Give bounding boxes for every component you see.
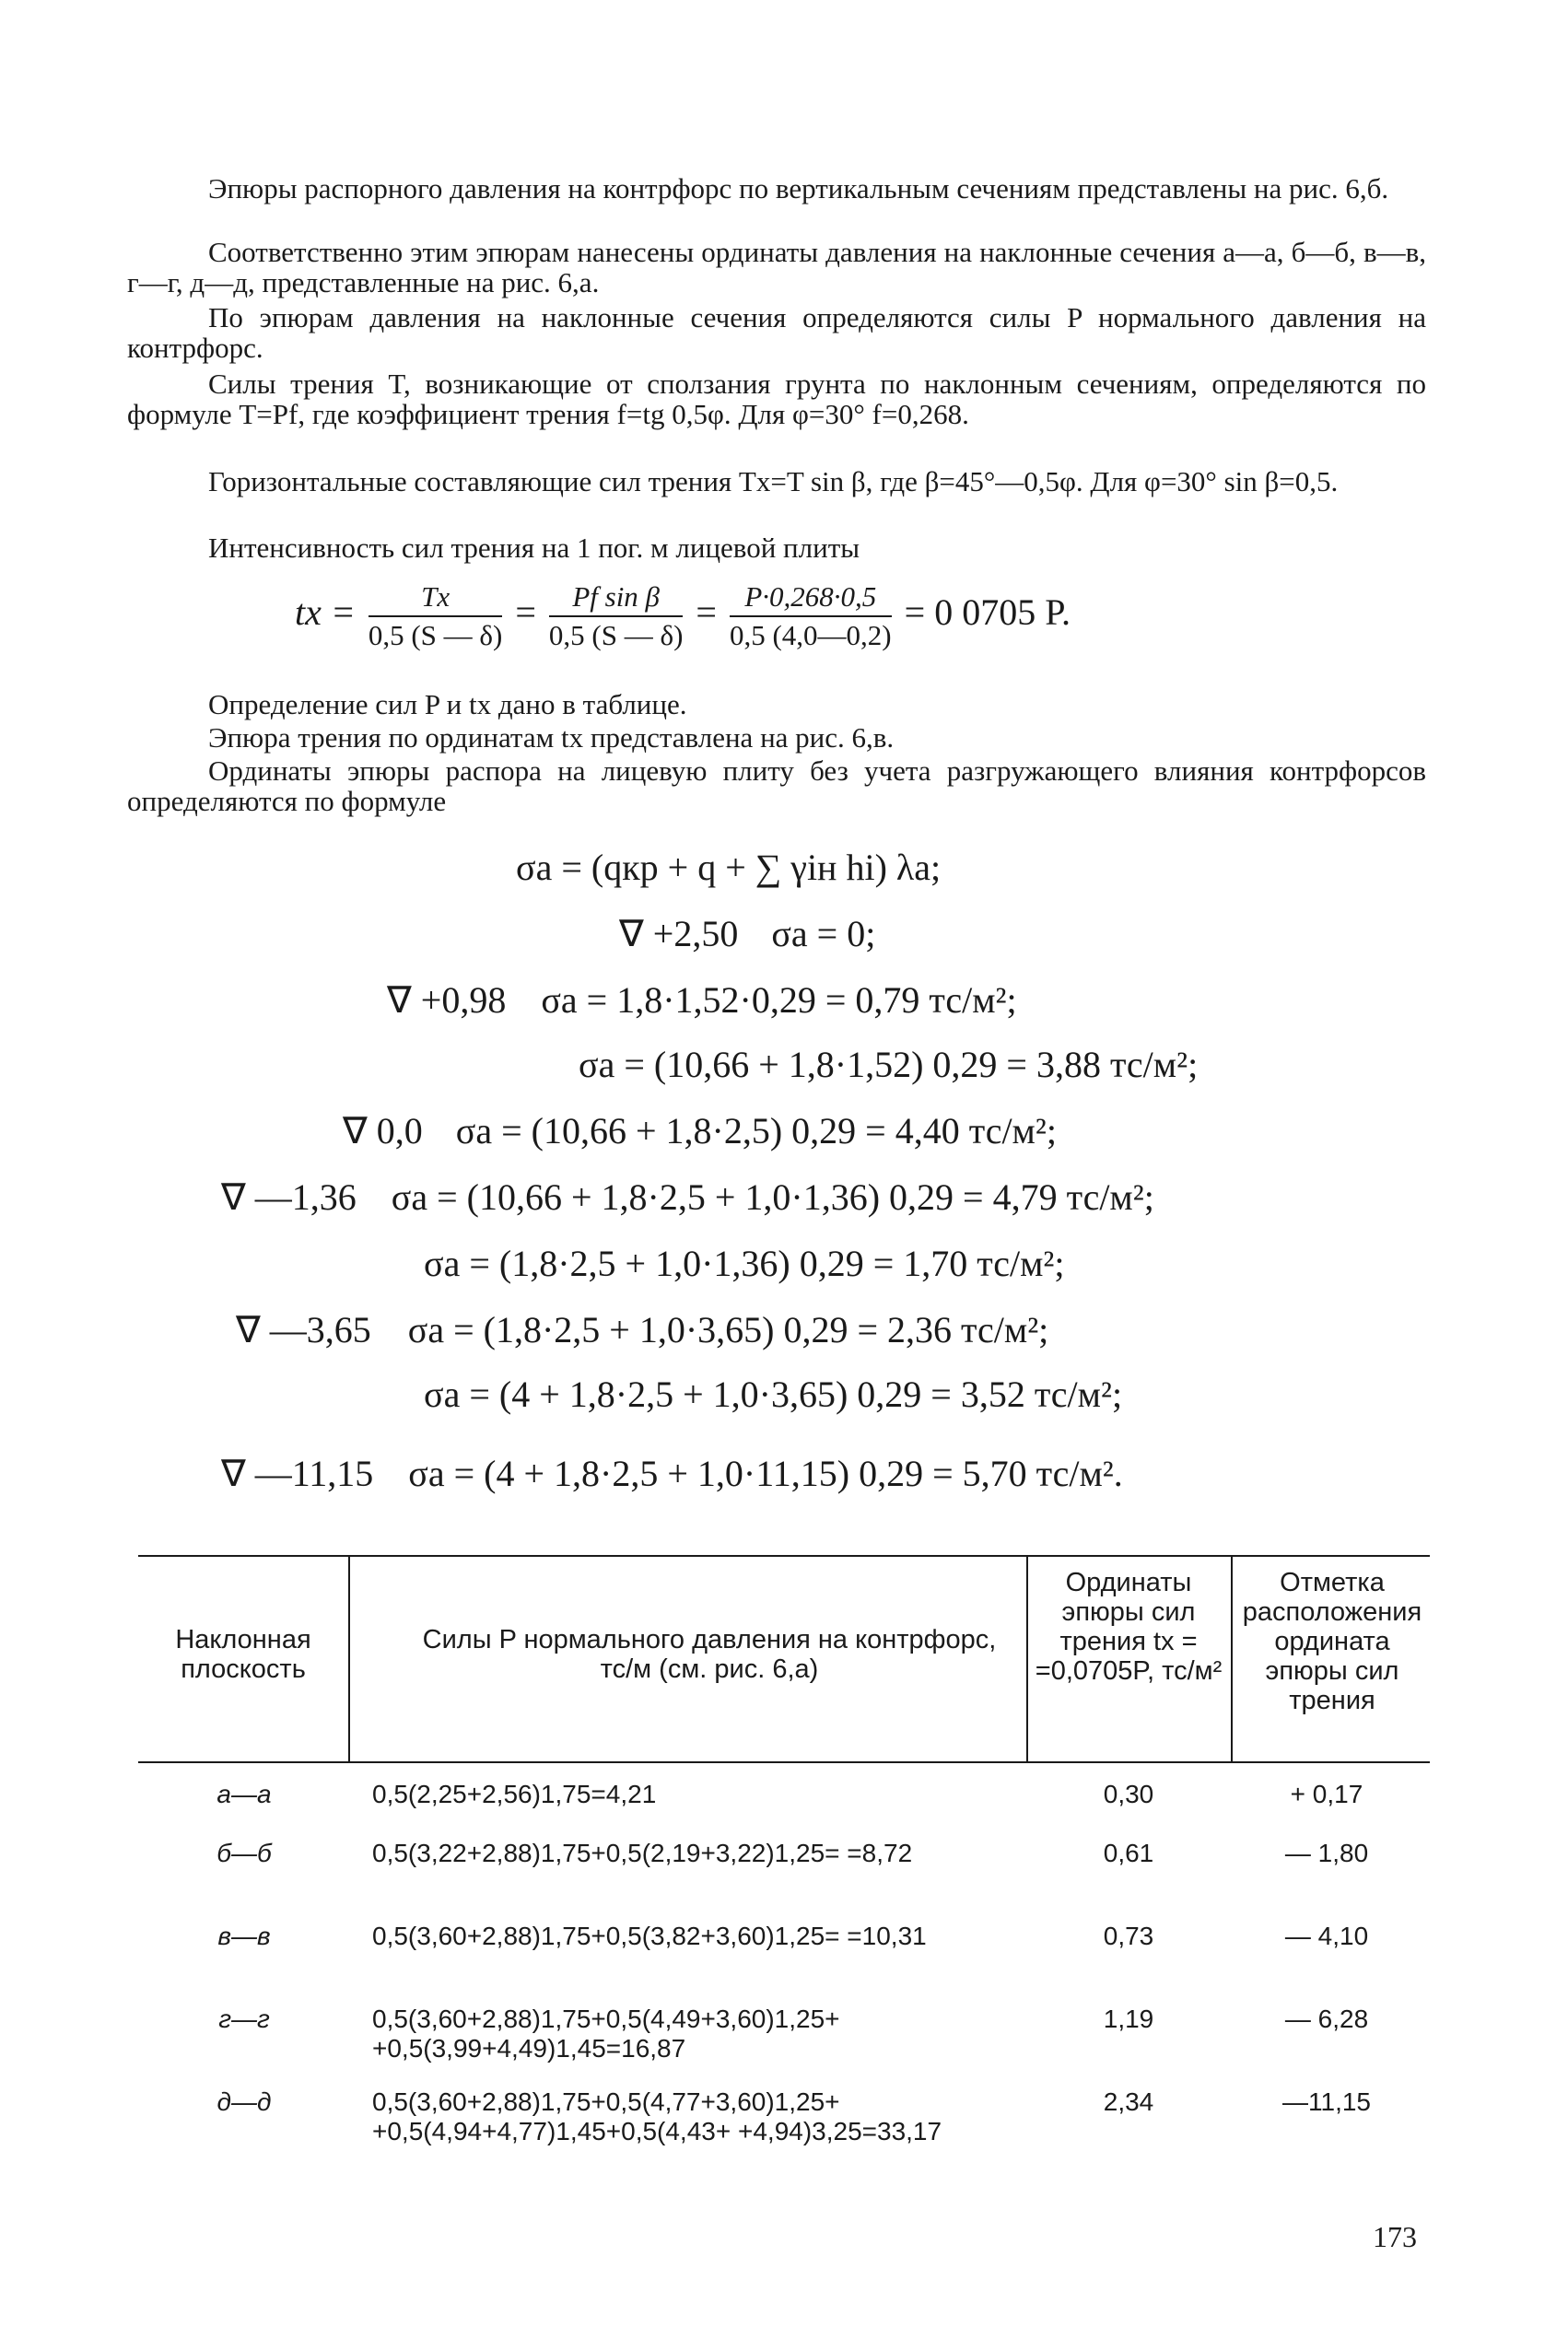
formula-result: = 0 0705 P. — [904, 591, 1071, 634]
equation-line — [221, 1175, 1154, 1219]
table-cell-plane: д—д — [216, 2087, 272, 2116]
formula-lhs: tx = — [295, 591, 356, 634]
table-cell-plane: б—б — [216, 1839, 272, 1867]
table-cell-mark: + 0,17 — [1290, 1780, 1363, 1808]
table-cell-mark: — 1,80 — [1284, 1839, 1369, 1867]
equation-mark: ∇ +2,50 — [619, 913, 739, 954]
equation-mark: ∇ —11,15 — [221, 1453, 374, 1494]
paragraph-5: Горизонтальные составляющие сил трения Tx=T sin β, где β=45°—0,5φ. Для φ=30° sin β=0,5. — [208, 465, 1339, 497]
equation-line — [236, 1308, 1048, 1351]
fraction-2-denominator: 0,5 (S — δ) — [548, 619, 684, 651]
table-cell-force: 0,5(3,60+2,88)1,75+0,5(4,77+3,60)1,25+ +0,5(4,94+4,77)1,45+0,5(4,43+ +4,94)3,25=33,17 — [372, 2087, 942, 2145]
page-number: 173 — [1373, 2220, 1417, 2253]
equation-text: σa = (10,66 + 1,8·2,5 + 1,0·1,36) 0,29 = 4,79 тс/м²; — [391, 1176, 1154, 1218]
equation-mark: ∇ —1,36 — [221, 1176, 357, 1218]
formula-fraction-2 — [549, 580, 684, 652]
table-cell-force: 0,5(3,60+2,88)1,75+0,5(3,82+3,60)1,25= =10,31 — [372, 1922, 927, 1950]
equation-line — [516, 846, 941, 889]
formula-fraction-3 — [730, 580, 892, 652]
table-cell-ordinate: 0,61 — [1103, 1839, 1154, 1867]
equation-text: σa = (1,8·2,5 + 1,0·1,36) 0,29 = 1,70 тс/м²; — [424, 1243, 1065, 1284]
equation-line — [579, 1043, 1198, 1086]
formula-equals-3: = — [696, 591, 717, 634]
equation-text: σa = (4 + 1,8·2,5 + 1,0·3,65) 0,29 = 3,52 тс/м²; — [424, 1374, 1123, 1415]
table-column-divider — [348, 1555, 350, 1761]
paragraph-3: По эпюрам давления на наклонные сечения определяются силы P нормального давления на контрфорс. — [127, 301, 1426, 364]
equation-line — [619, 912, 875, 955]
equation-text: σa = 0; — [771, 913, 876, 954]
fraction-1-denominator: 0,5 (S — δ) — [368, 619, 503, 651]
equation-line — [424, 1242, 1065, 1285]
table-cell-plane: а—а — [216, 1780, 272, 1808]
fraction-1-numerator: Tx — [369, 580, 503, 617]
table-cell-ordinate: 1,19 — [1103, 2005, 1154, 2033]
paragraph-8: Эпюра трения по ординатам tx представлена на рис. 6,в. — [208, 721, 895, 754]
header-mark: Отметка расположения ордината эпюры сил трения — [1242, 1568, 1422, 1715]
equation-line — [221, 1452, 1123, 1495]
table-header-rule — [138, 1761, 1430, 1763]
header-ordinate: Ординаты эпюры сил трения tx = =0,0705P, тс/м² — [1035, 1568, 1223, 1686]
table-cell-force: 0,5(3,22+2,88)1,75+0,5(2,19+3,22)1,25= =8,72 — [372, 1839, 913, 1867]
formula-equals-2: = — [515, 591, 536, 634]
table-cell-plane: г—г — [218, 2005, 270, 2033]
paragraph-1: Эпюры распорного давления на контрфорс по вертикальным сечениям представлены на рис. 6,б. — [208, 172, 1389, 205]
fraction-3-numerator: P·0,268·0,5 — [730, 580, 892, 617]
equation-mark: ∇ —3,65 — [236, 1309, 371, 1350]
table-column-divider — [1026, 1555, 1028, 1761]
equation-line — [387, 978, 1017, 1022]
table-cell-ordinate: 2,34 — [1103, 2087, 1154, 2116]
equation-line — [343, 1109, 1057, 1152]
table-cell-mark: — 4,10 — [1284, 1922, 1369, 1950]
header-plane: Наклонная плоскость — [175, 1625, 311, 1684]
equation-text: σa = (10,66 + 1,8·2,5) 0,29 = 4,40 тс/м²; — [455, 1110, 1057, 1151]
table-cell-mark: —11,15 — [1282, 2087, 1371, 2116]
table-cell-mark: — 6,28 — [1284, 2005, 1369, 2033]
intensity-formula — [295, 580, 1071, 652]
paragraph-4: Силы трения T, возникающие от сползания грунта по наклонным сечениям, определяются по формуле T=Pf, где коэффициент трения f=tg 0,5φ. Для φ=30° f=0,268. — [127, 368, 1426, 430]
paragraph-7: Определение сил P и tx дано в таблице. — [208, 688, 687, 720]
table-cell-plane: в—в — [217, 1922, 271, 1950]
table-cell-ordinate: 0,73 — [1103, 1922, 1154, 1950]
fraction-2-numerator: Pf sin β — [549, 580, 684, 617]
table-cell-ordinate: 0,30 — [1103, 1780, 1154, 1808]
equation-mark: ∇ +0,98 — [387, 979, 507, 1021]
equation-text: σa = (10,66 + 1,8·1,52) 0,29 = 3,88 тс/м²; — [579, 1044, 1199, 1085]
equation-text: σa = (4 + 1,8·2,5 + 1,0·11,15) 0,29 = 5,70 тс/м². — [408, 1453, 1123, 1494]
equation-text: σa = 1,8·1,52·0,29 = 0,79 тс/м²; — [541, 979, 1017, 1021]
equation-line — [424, 1373, 1122, 1416]
formula-fraction-1 — [369, 580, 503, 652]
paragraph-2: Соответственно этим эпюрам нанесены ординаты давления на наклонные сечения а—а, б—б, в—в, г—г, д—д, представленные на рис. 6,а. — [127, 236, 1426, 298]
paragraph-9: Ординаты эпюры распора на лицевую плиту без учета разгружающего влияния контрфорсов определяются по формуле — [127, 754, 1426, 817]
paragraph-6: Интенсивность сил трения на 1 пог. м лицевой плиты — [208, 532, 860, 564]
table-top-rule — [138, 1555, 1430, 1557]
equation-mark: ∇ 0,0 — [343, 1110, 423, 1151]
table-cell-force: 0,5(3,60+2,88)1,75+0,5(4,49+3,60)1,25+ +0,5(3,99+4,49)1,45=16,87 — [372, 2005, 840, 2063]
table-column-divider — [1231, 1555, 1233, 1761]
table-cell-force: 0,5(2,25+2,56)1,75=4,21 — [372, 1780, 657, 1808]
equation-text: σa = (1,8·2,5 + 1,0·3,65) 0,29 = 2,36 тс/м²; — [407, 1309, 1049, 1350]
header-force: Силы P нормального давления на контрфорс, тс/м (см. рис. 6,а) — [422, 1625, 997, 1684]
equation-text: σa = (qкр + q + ∑ γiн hi) λa; — [516, 847, 942, 888]
fraction-3-denominator: 0,5 (4,0—0,2) — [729, 619, 892, 651]
